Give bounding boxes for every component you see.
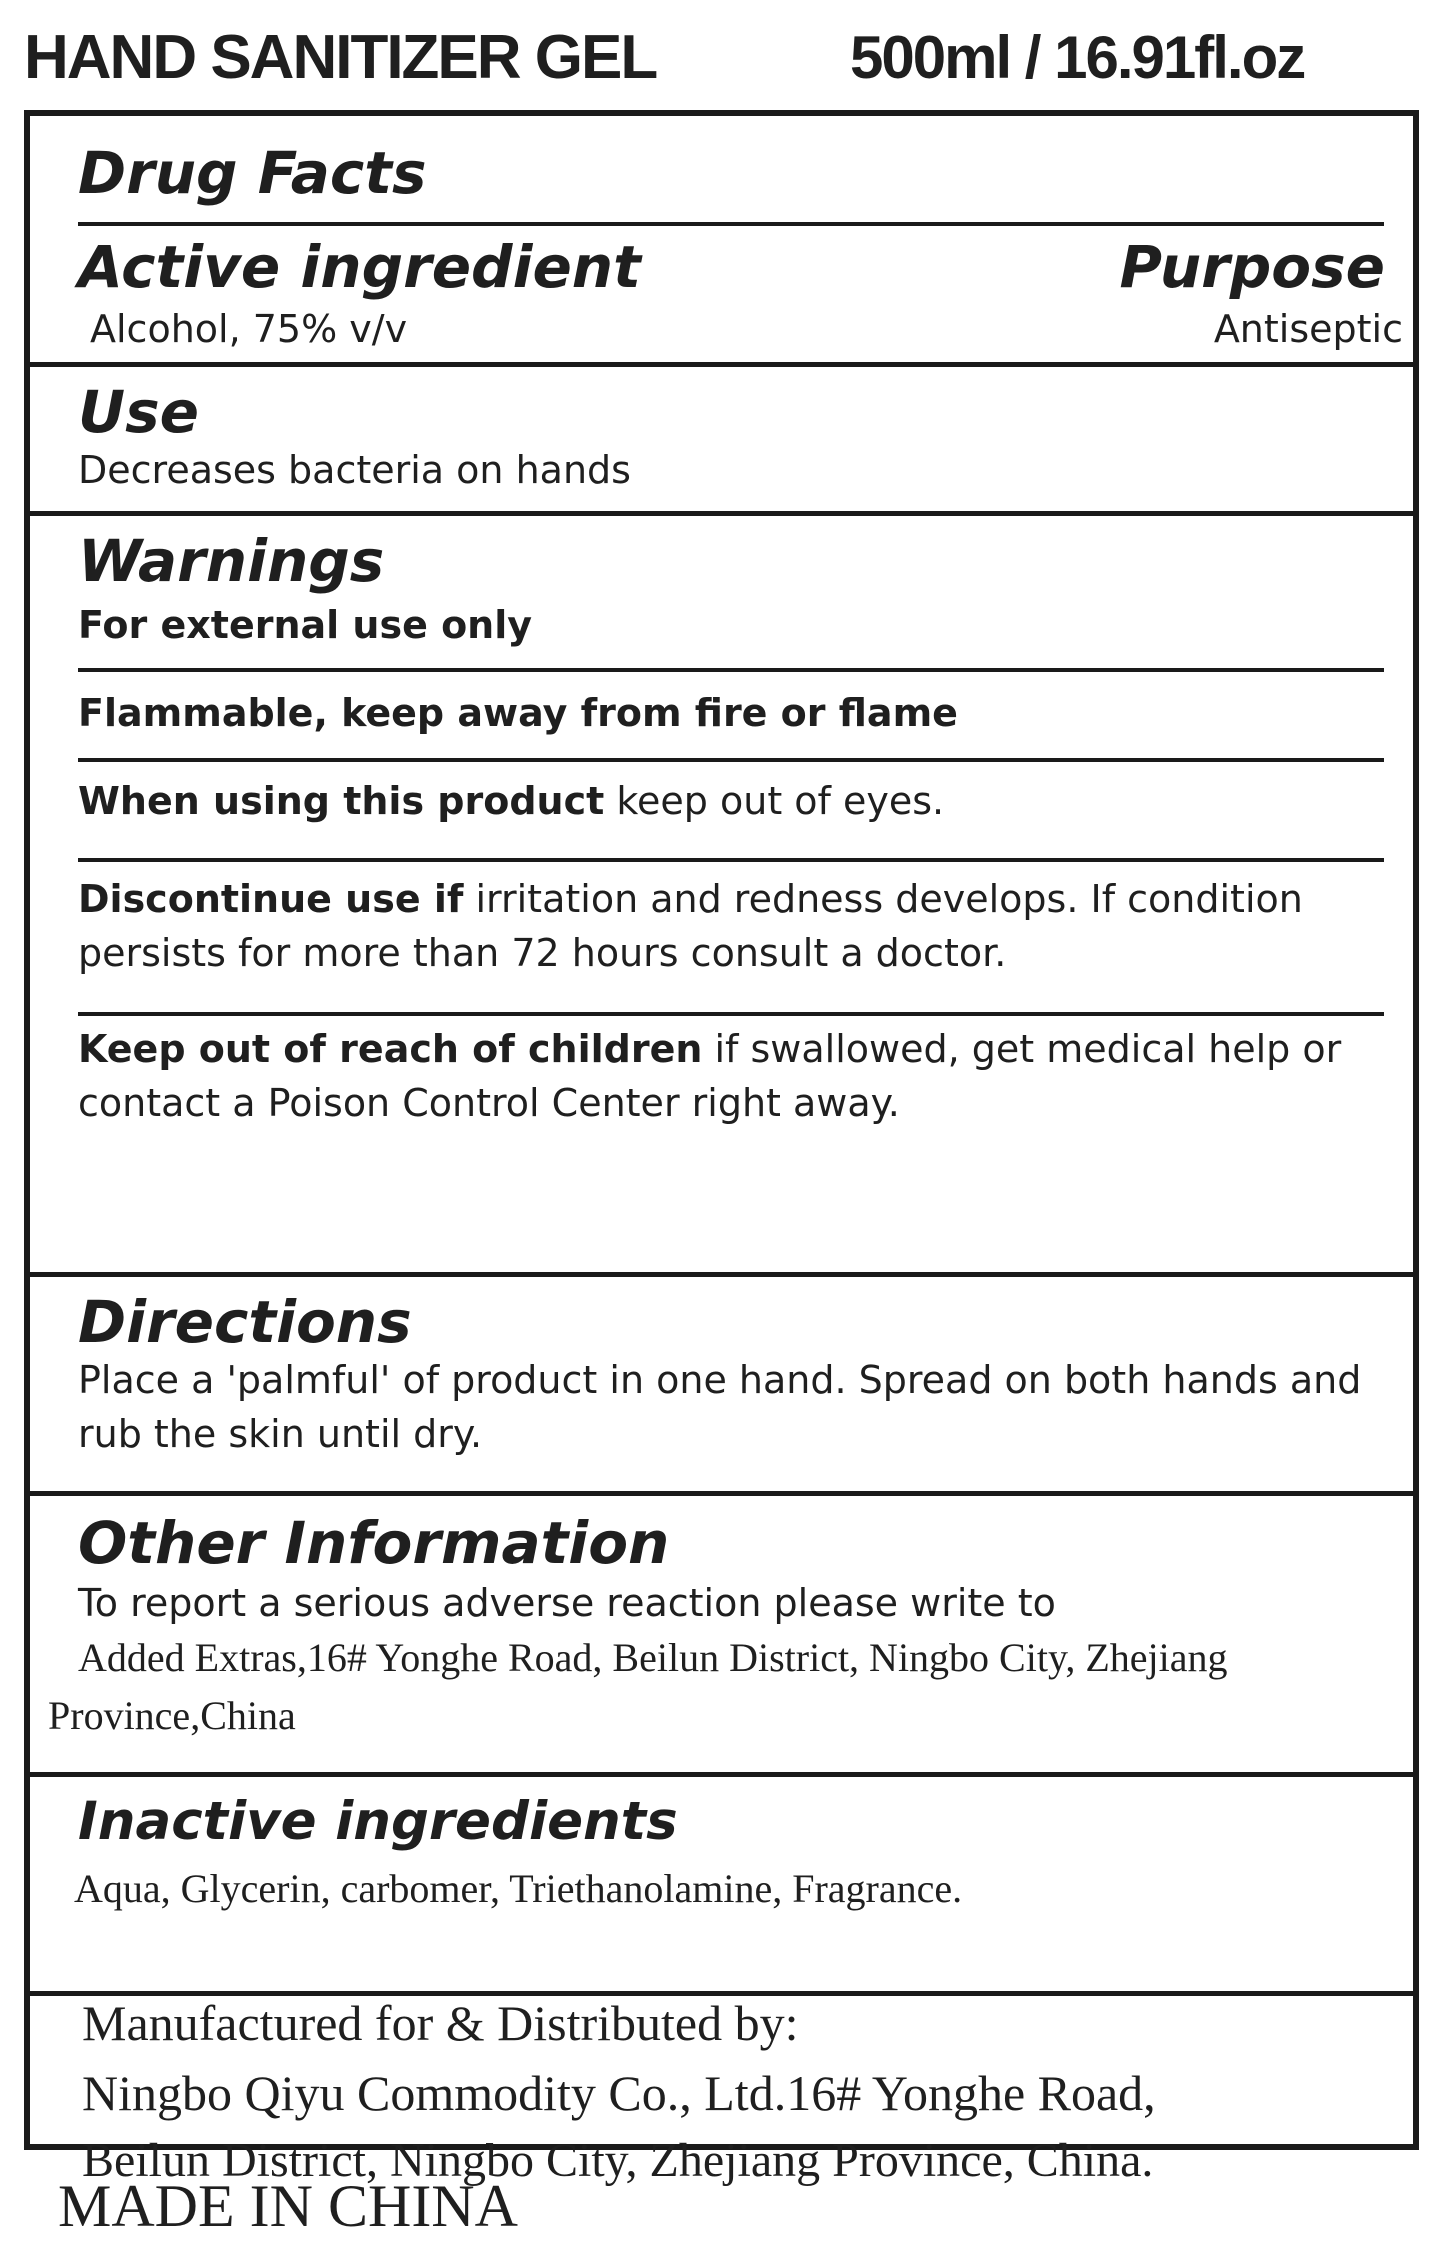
label-header — [24, 18, 1414, 98]
active-ingredient-value: Alcohol, 75% v/v — [90, 307, 408, 351]
section-active-ingredient — [30, 116, 1413, 362]
manufacturer-line1: Manufactured for & Distributed by: — [82, 1995, 799, 2051]
product-name: HAND SANITIZER GEL — [24, 23, 657, 92]
children-warning — [78, 1022, 1368, 1130]
flammable-warning: Flammable, keep away from fire or flame — [78, 691, 958, 735]
when-using-text: keep out of eyes. — [604, 779, 945, 823]
warning-rule — [78, 758, 1384, 762]
section-warnings — [30, 516, 1413, 1272]
warning-rule — [78, 1012, 1384, 1016]
inactive-ingredients-text: Aqua, Glycerin, carbomer, Triethanolamine, Fragrance. — [74, 1866, 963, 1911]
warning-rule — [78, 858, 1384, 862]
product-size: 500ml / 16.91fl.oz — [850, 24, 1305, 91]
manufacturer-line3: Beilun District, Ningbo City, Zhejiang Province, China. — [82, 2134, 1154, 2187]
purpose-heading: Purpose — [1119, 233, 1385, 301]
inactive-ingredients-heading: Inactive ingredients — [78, 1791, 678, 1852]
drug-facts-panel — [24, 110, 1419, 2187]
other-information-heading: Other Information — [78, 1509, 670, 1577]
discontinue-warning — [78, 872, 1368, 980]
discontinue-label: Discontinue use if — [78, 877, 464, 921]
children-label: Keep out of reach of children — [78, 1027, 703, 1071]
directions-text: Place a 'palmful' of product in one hand. Spread on both hands and rub the skin until dry. — [78, 1358, 1362, 1456]
when-using-label: When using this product — [78, 779, 605, 823]
drug-facts-title: Drug Facts — [78, 139, 427, 207]
external-use-warning: For external use only — [78, 603, 533, 647]
other-information-line3: Province,China — [48, 1693, 296, 1738]
when-using-warning — [78, 774, 944, 828]
warning-rule — [78, 668, 1384, 672]
section-directions — [30, 1277, 1413, 1491]
section-other-information — [30, 1496, 1413, 1772]
children-text: if swallowed, get medical help or contact a Poison Control Center right away. — [78, 1027, 1342, 1125]
title-rule — [78, 222, 1384, 226]
use-text: Decreases bacteria on hands — [78, 448, 631, 492]
purpose-value: Antiseptic — [1213, 307, 1403, 351]
section-inactive-ingredients — [30, 1777, 1413, 1991]
warnings-heading: Warnings — [78, 527, 385, 595]
directions-heading: Directions — [78, 1288, 412, 1356]
other-information-line1: To report a serious adverse reaction please write to — [78, 1581, 1056, 1625]
use-heading: Use — [78, 378, 199, 446]
country-of-origin: MADE IN CHINA — [58, 2173, 518, 2239]
other-information-line2: Added Extras,16# Yonghe Road, Beilun District, Ningbo City, Zhejiang — [78, 1635, 1228, 1680]
manufacturer-line2: Ningbo Qiyu Commodity Co., Ltd.16# Yonghe Road, — [82, 2065, 1156, 2121]
active-ingredient-heading: Active ingredient — [78, 233, 641, 301]
section-use — [30, 367, 1413, 511]
discontinue-text: irritation and redness develops. If condition persists for more than 72 hours consult a doctor. — [78, 877, 1303, 975]
